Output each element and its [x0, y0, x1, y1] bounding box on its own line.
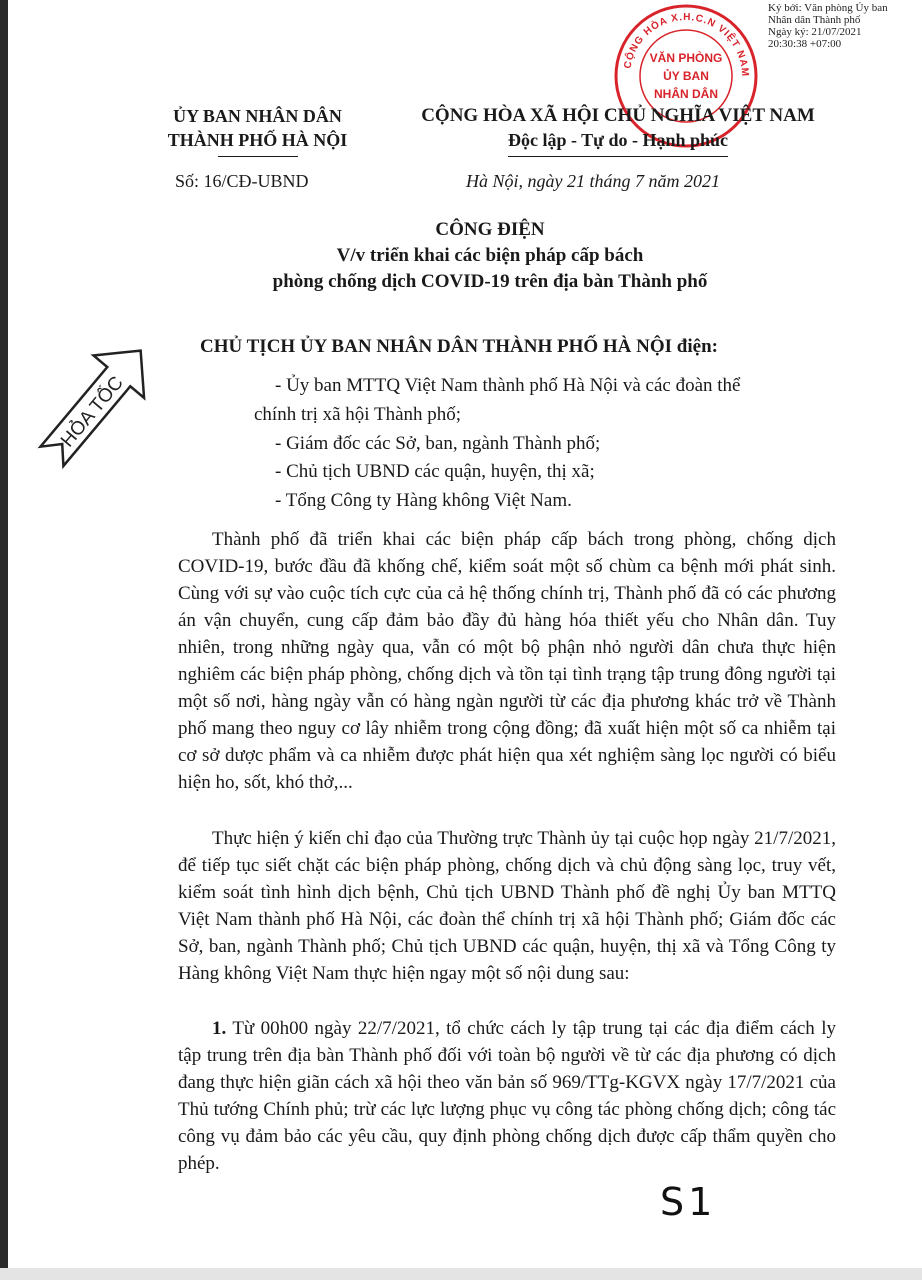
recipient-item: - Giám đốc các Sở, ban, ngành Thành phố; [275, 433, 601, 454]
issuing-agency-line-2: THÀNH PHỐ HÀ NỘI [167, 130, 348, 150]
document-subject-line-2: phòng chống dịch COVID-19 trên địa bàn Thành phố [272, 271, 708, 292]
national-motto: Độc lập - Tự do - Hạnh phúc [507, 130, 729, 150]
seal-line-1: VĂN PHÒNG [649, 51, 723, 65]
body-paragraph-3 [178, 1015, 836, 1177]
seal-line-3: NHÂN DÂN [654, 87, 718, 101]
body-paragraph-2: Thực hiện ý kiến chỉ đạo của Thường trực Thành ủy tại cuộc họp ngày 21/7/2021, để tiếp tục siết chặt các biện pháp phòng, chống dịch và chủ động sàng lọc, truy vết, kiểm soát tình hình dịch bệnh, Chủ tịch UBND Thành phố đề nghị Ủy ban MTTQ Việt Nam thành phố Hà Nội, các đoàn thể chính trị xã hội Thành phố; Giám đốc các Sở, ban, ngành Thành phố; Chủ tịch UBND các quận, huyện, thị xã và Tổng Công ty Hàng không Việt Nam thực hiện ngay một số nội dung sau: [178, 828, 836, 984]
place-and-date: Hà Nội, ngày 21 tháng 7 năm 2021 [466, 171, 720, 191]
urgent-stamp-text: HỎA TỐC [56, 372, 128, 452]
motto-underline [508, 156, 728, 157]
signature-signer-cont: Nhân dân Thành phố [768, 14, 861, 26]
item-number: 1. [212, 1018, 227, 1039]
seal-ring-text: CỘNG HÒA X.H.C.N VIỆT NAM [622, 11, 751, 78]
document-number: Số: 16/CĐ-UBND [175, 171, 309, 191]
document-type: CÔNG ĐIỆN [435, 219, 545, 240]
recipient-item: - Ủy ban MTTQ Việt Nam thành phố Hà Nội và các đoàn thể [275, 375, 741, 396]
signature-date: Ngày ký: 21/07/2021 [768, 26, 862, 38]
digital-signature-info [768, 2, 888, 50]
handwritten-mark: S1 [660, 1180, 717, 1224]
item-text: Từ 00h00 ngày 22/7/2021, tổ chức cách ly tập trung tại các địa điểm cách ly tập trung trên địa bàn Thành phố đối với toàn bộ người về từ các địa phương có dịch đang thực hiện giãn cách xã hội theo văn bản số 969/TTg-KGVX ngày 17/7/2021 của Thủ tướng Chính phủ; trừ các lực lượng phục vụ công tác phòng chống dịch; công tác công vụ đảm bảo các yêu cầu, quy định phòng chống dịch được cấp thẩm quyền cho phép. [178, 1018, 836, 1174]
seal-line-2: ỦY BAN [663, 69, 709, 83]
document-subject-line-1: V/v triển khai các biện pháp cấp bách [336, 245, 644, 266]
recipient-item: - Tổng Công ty Hàng không Việt Nam. [275, 490, 572, 511]
agency-underline [218, 156, 298, 157]
addressee-line: CHỦ TỊCH ỦY BAN NHÂN DÂN THÀNH PHỐ HÀ NỘI điện: [200, 336, 718, 357]
body-paragraph-1: Thành phố đã triển khai các biện pháp cấp bách trong phòng, chống dịch COVID-19, bước đầu đã khống chế, kiểm soát một số chùm ca bệnh mới phát sinh. Cùng với sự vào cuộc tích cực của cả hệ thống chính trị, Thành phố đã có các phương án vận chuyển, cung cấp đảm bảo đầy đủ hàng hóa thiết yếu cho Nhân dân. Tuy nhiên, trong những ngày qua, vẫn có một bộ phận nhỏ người dân chưa thực hiện nghiêm các biện pháp phòng, chống dịch và tồn tại tình trạng tập trung đông người tại một số nơi, hàng ngày vẫn có hàng ngàn người từ các địa phương khác trở về Thành phố mang theo nguy cơ lây nhiễm trong cộng đồng; đã xuất hiện một số ca nhiễm tại cơ sở dược phẩm và ca nhiễm được phát hiện qua xét nghiệm sàng lọc người có biểu hiện ho, sốt, khó thở,... [178, 529, 836, 793]
national-title: CỘNG HÒA XÃ HỘI CHỦ NGHĨA VIỆT NAM [421, 105, 815, 126]
signature-signer: Ký bởi: Văn phòng Ủy ban [768, 2, 888, 14]
signature-time: 20:30:38 +07:00 [768, 38, 842, 50]
issuing-agency-line-1: ỦY BAN NHÂN DÂN [173, 106, 342, 126]
recipient-item: - Chủ tịch UBND các quận, huyện, thị xã; [275, 461, 595, 482]
scan-bottom-edge [0, 1268, 922, 1280]
scan-left-edge [0, 0, 8, 1280]
urgent-stamp-icon [20, 330, 170, 480]
recipient-item: chính trị xã hội Thành phố; [254, 404, 462, 425]
